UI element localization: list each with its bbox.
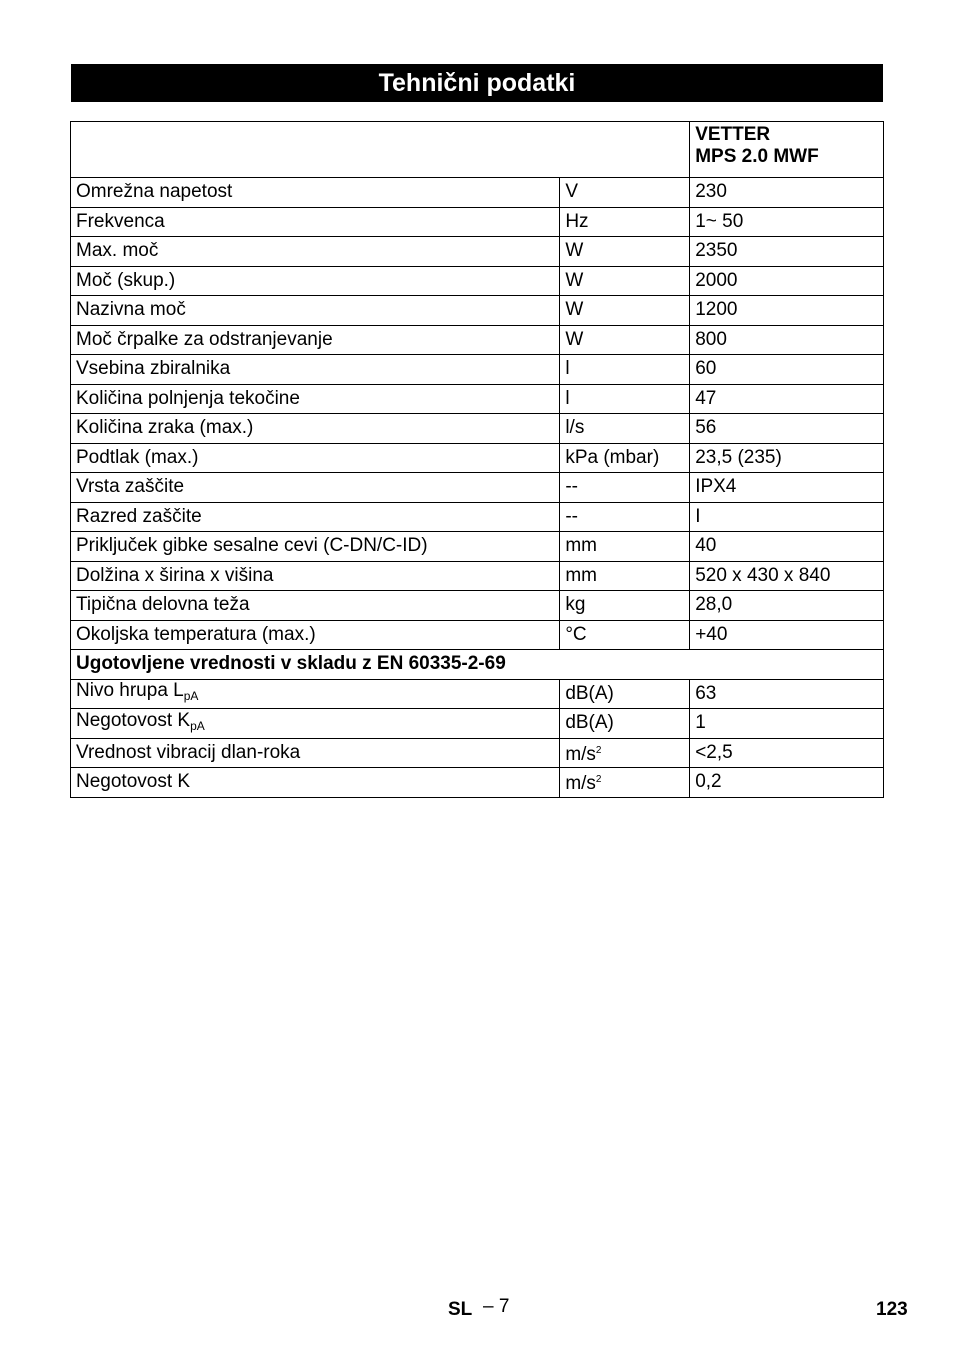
spec-label: Podtlak (max.)	[71, 443, 560, 473]
table-row	[71, 443, 884, 473]
spec-label: Količina zraka (max.)	[71, 414, 560, 444]
spec-value: I	[690, 502, 884, 532]
spec-value: 47	[690, 384, 884, 414]
spec-unit: mm	[560, 561, 690, 591]
spec-unit: Hz	[560, 207, 690, 237]
page-title	[71, 64, 883, 102]
measured-label-subscript: pA	[183, 689, 199, 704]
spec-unit: W	[560, 237, 690, 267]
spec-unit: V	[560, 178, 690, 208]
spec-unit: l/s	[560, 414, 690, 444]
spec-label: Dolžina x širina x višina	[71, 561, 560, 591]
table-row	[71, 178, 884, 208]
table-row	[71, 679, 884, 709]
table-row	[71, 768, 884, 798]
spec-value: 520 x 430 x 840	[690, 561, 884, 591]
spec-table	[70, 121, 884, 798]
spec-label: Okoljska temperatura (max.)	[71, 620, 560, 650]
table-row	[71, 207, 884, 237]
table-row	[71, 502, 884, 532]
spec-value: 2000	[690, 266, 884, 296]
spec-label: Frekvenca	[71, 207, 560, 237]
spec-unit: --	[560, 502, 690, 532]
model-header-cell	[690, 122, 884, 178]
table-row	[71, 620, 884, 650]
table-row	[71, 325, 884, 355]
spec-unit: l	[560, 384, 690, 414]
spec-label: Količina polnjenja tekočine	[71, 384, 560, 414]
spec-value: 28,0	[690, 591, 884, 621]
measured-unit-cell	[560, 738, 690, 768]
measured-label: Vrednost vibracij dlan-roka	[71, 738, 560, 768]
spec-value: 23,5 (235)	[690, 443, 884, 473]
model-brand: VETTER	[695, 124, 771, 145]
measured-unit: dB(A)	[560, 709, 690, 739]
table-row	[71, 384, 884, 414]
footer-language: SL	[448, 1299, 473, 1320]
spec-unit: W	[560, 266, 690, 296]
spec-unit: kg	[560, 591, 690, 621]
spec-value: +40	[690, 620, 884, 650]
spec-value: IPX4	[690, 473, 884, 503]
spec-label: Razred zaščite	[71, 502, 560, 532]
spec-label: Moč (skup.)	[71, 266, 560, 296]
header-empty-cell	[71, 122, 690, 178]
footer-page-number: 123	[876, 1299, 908, 1320]
section-header-row	[71, 650, 884, 680]
measured-unit-superscript: 2	[595, 744, 602, 756]
spec-value: 2350	[690, 237, 884, 267]
measured-unit: m/s	[565, 773, 596, 795]
spec-unit: W	[560, 296, 690, 326]
spec-unit: --	[560, 473, 690, 503]
table-row	[71, 532, 884, 562]
spec-unit: l	[560, 355, 690, 385]
spec-label: Tipična delovna teža	[71, 591, 560, 621]
spec-value: 40	[690, 532, 884, 562]
model-name: MPS 2.0 MWF	[695, 146, 819, 167]
spec-unit: kPa (mbar)	[560, 443, 690, 473]
table-header-row	[71, 122, 884, 178]
table-row	[71, 414, 884, 444]
spec-value: 1~ 50	[690, 207, 884, 237]
measured-unit-cell	[560, 768, 690, 798]
spec-label: Priključek gibke sesalne cevi (C-DN/C-ID)	[71, 532, 560, 562]
spec-table-body	[71, 122, 884, 798]
spec-value: 800	[690, 325, 884, 355]
table-row	[71, 266, 884, 296]
page-title-text: Tehnični podatki	[378, 68, 576, 97]
spec-value: 230	[690, 178, 884, 208]
measured-label-cell	[71, 679, 560, 709]
measured-value: 0,2	[690, 768, 884, 798]
measured-unit-superscript: 2	[595, 774, 602, 786]
measured-label: Negotovost K	[76, 709, 191, 731]
measured-label-cell	[71, 709, 560, 739]
section-title: Ugotovljene vrednosti v skladu z EN 60335-2-69	[71, 650, 884, 680]
spec-value: 1200	[690, 296, 884, 326]
spec-value: 56	[690, 414, 884, 444]
spec-unit: mm	[560, 532, 690, 562]
table-row	[71, 296, 884, 326]
footer-section-page: – 7	[483, 1296, 510, 1317]
spec-label: Vsebina zbiralnika	[71, 355, 560, 385]
table-row	[71, 473, 884, 503]
spec-label: Moč črpalke za odstranjevanje	[71, 325, 560, 355]
measured-unit: m/s	[565, 743, 596, 765]
spec-value: 60	[690, 355, 884, 385]
measured-label-subscript: pA	[190, 718, 205, 733]
table-row	[71, 355, 884, 385]
measured-value: 1	[690, 709, 884, 739]
table-row	[71, 591, 884, 621]
measured-label: Nivo hrupa L	[76, 680, 184, 702]
measured-label: Negotovost K	[71, 768, 560, 798]
measured-value: 63	[690, 679, 884, 709]
table-row	[71, 237, 884, 267]
measured-unit: dB(A)	[560, 679, 690, 709]
spec-unit: W	[560, 325, 690, 355]
spec-label: Nazivna moč	[71, 296, 560, 326]
spec-label: Omrežna napetost	[71, 178, 560, 208]
table-row	[71, 738, 884, 768]
spec-unit: °C	[560, 620, 690, 650]
measured-value: <2,5	[690, 738, 884, 768]
table-row	[71, 709, 884, 739]
table-row	[71, 561, 884, 591]
spec-label: Max. moč	[71, 237, 560, 267]
spec-label: Vrsta zaščite	[71, 473, 560, 503]
